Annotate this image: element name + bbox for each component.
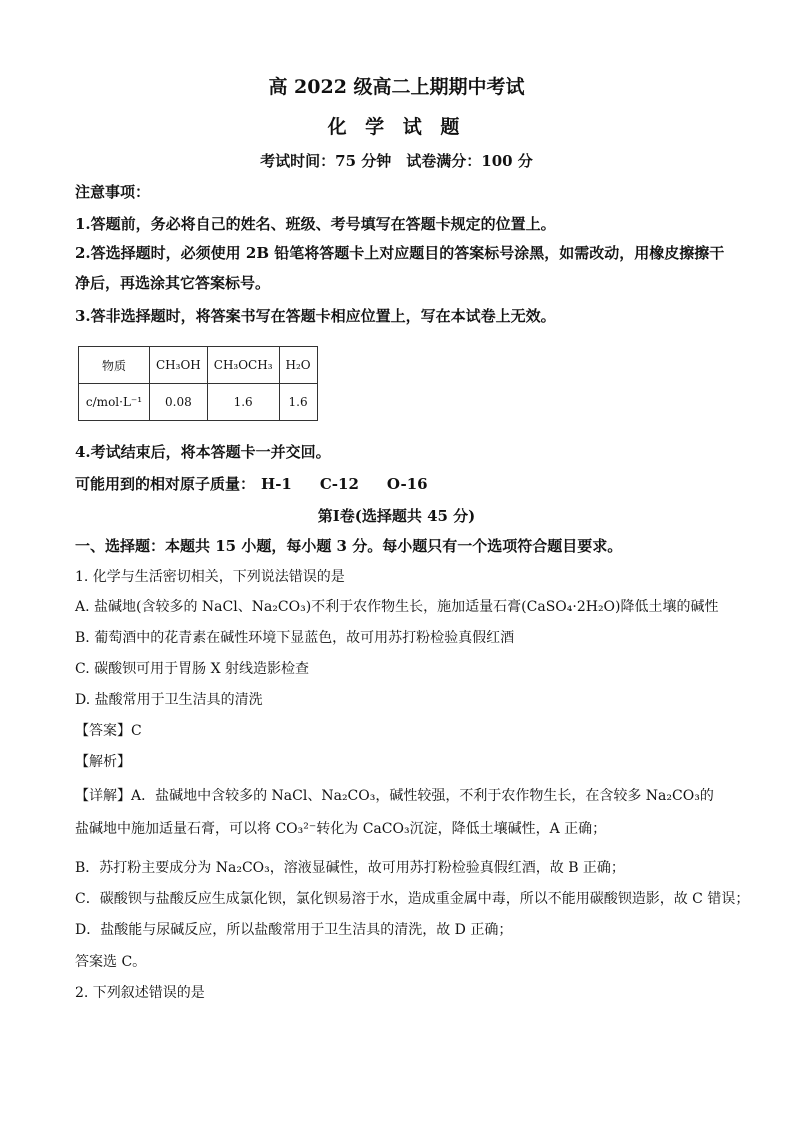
exam-meta: 考试时间：75 分钟 试卷满分：100 分: [260, 152, 533, 170]
part-1-title: 第Ⅰ卷(选择题共 45 分): [317, 507, 476, 525]
atomic-mass-o: O-16: [386, 475, 428, 493]
exam-title: 高 2022 级高二上期期中考试: [268, 76, 525, 98]
q1-option-d: D. 盐酸常用于卫生洁具的清洗: [75, 692, 263, 708]
table-cell: 1.6: [279, 384, 317, 421]
part-1-instructions: 一、选择题：本题共 15 小题，每小题 3 分。每小题只有一个选项符合题目要求。: [75, 537, 623, 555]
notes-item-3: 3.答非选择题时，将答案书写在答题卡相应位置上，写在本试卷上无效。: [75, 307, 556, 325]
detail-a-text: A．盐碱地中含较多的 NaCl、Na₂CO₃，碱性较强，不利于农作物生长，在含较多 Na₂CO₃的盐碱地中施加适量石膏，可以将 CO₃²⁻转化为 CaCO₃沉淀，降低土壤碱性，A 正确；: [75, 788, 714, 837]
table-cell: c/mol·L⁻¹: [79, 384, 150, 421]
atomic-masses-label: 可能用到的相对原子质量：: [75, 475, 256, 493]
notes-item-2: 2.答选择题时，必须使用 2B 铅笔将答题卡上对应题目的答案标号涂黑，如需改动，用橡皮擦擦干净后，再选涂其它答案标号。: [75, 244, 725, 292]
table-cell: 0.08: [150, 384, 208, 421]
q1-stem: 1. 化学与生活密切相关，下列说法错误的是: [75, 569, 345, 585]
notes-item-4: 4.考试结束后，将本答题卡一并交回。: [75, 443, 331, 461]
table-header-cell: CH₃OH: [150, 347, 208, 384]
q1-detail-d: D．盐酸能与尿碱反应，所以盐酸常用于卫生洁具的清洗，故 D 正确；: [75, 922, 513, 938]
q1-detail-a: [75, 780, 725, 846]
q1-detail-b: B．苏打粉主要成分为 Na₂CO₃，溶液显碱性，故可用苏打粉检验真假红酒，故 B 正确；: [75, 860, 625, 876]
atomic-mass-c: C-12: [319, 475, 359, 493]
q1-detail-c: C．碳酸钡与盐酸反应生成氯化钡，氯化钡易溶于水，造成重金属中毒，所以不能用碳酸钡造影，故 C 错误；: [75, 891, 750, 907]
atomic-masses: [75, 474, 725, 494]
q1-analysis-label: 【解析】: [75, 754, 131, 770]
q1-option-c: C. 碳酸钡可用于胃肠 X 射线造影检查: [75, 661, 309, 677]
atomic-mass-h: H-1: [261, 475, 292, 493]
exam-subject: 化 学 试 题: [327, 116, 466, 138]
q1-conclusion: 答案选 C。: [75, 954, 147, 970]
answer-label: 【答案】: [75, 723, 131, 739]
q2-stem: 2. 下列叙述错误的是: [75, 985, 205, 1001]
table-header-row: [79, 347, 318, 384]
table-header-cell: 物质: [79, 347, 150, 384]
answer-value: C: [131, 723, 142, 739]
table-cell: 1.6: [207, 384, 279, 421]
concentration-table: [78, 346, 318, 421]
q1-option-b: B. 葡萄酒中的花青素在碱性环境下显蓝色，故可用苏打粉检验真假红酒: [75, 630, 515, 646]
notes-item-1: 1.答题前，务必将自己的姓名、班级、考号填写在答题卡规定的位置上。: [75, 215, 556, 233]
q1-option-a: A. 盐碱地(含较多的 NaCl、Na₂CO₃)不利于农作物生长，施加适量石膏(CaSO₄·2H₂O)降低土壤的碱性: [75, 599, 719, 615]
detail-label: 【详解】: [75, 788, 131, 804]
q1-answer: [75, 721, 725, 741]
notes-heading: 注意事项：: [75, 183, 151, 201]
table-header-cell: H₂O: [279, 347, 317, 384]
table-row: [79, 384, 318, 421]
table-header-cell: CH₃OCH₃: [207, 347, 279, 384]
